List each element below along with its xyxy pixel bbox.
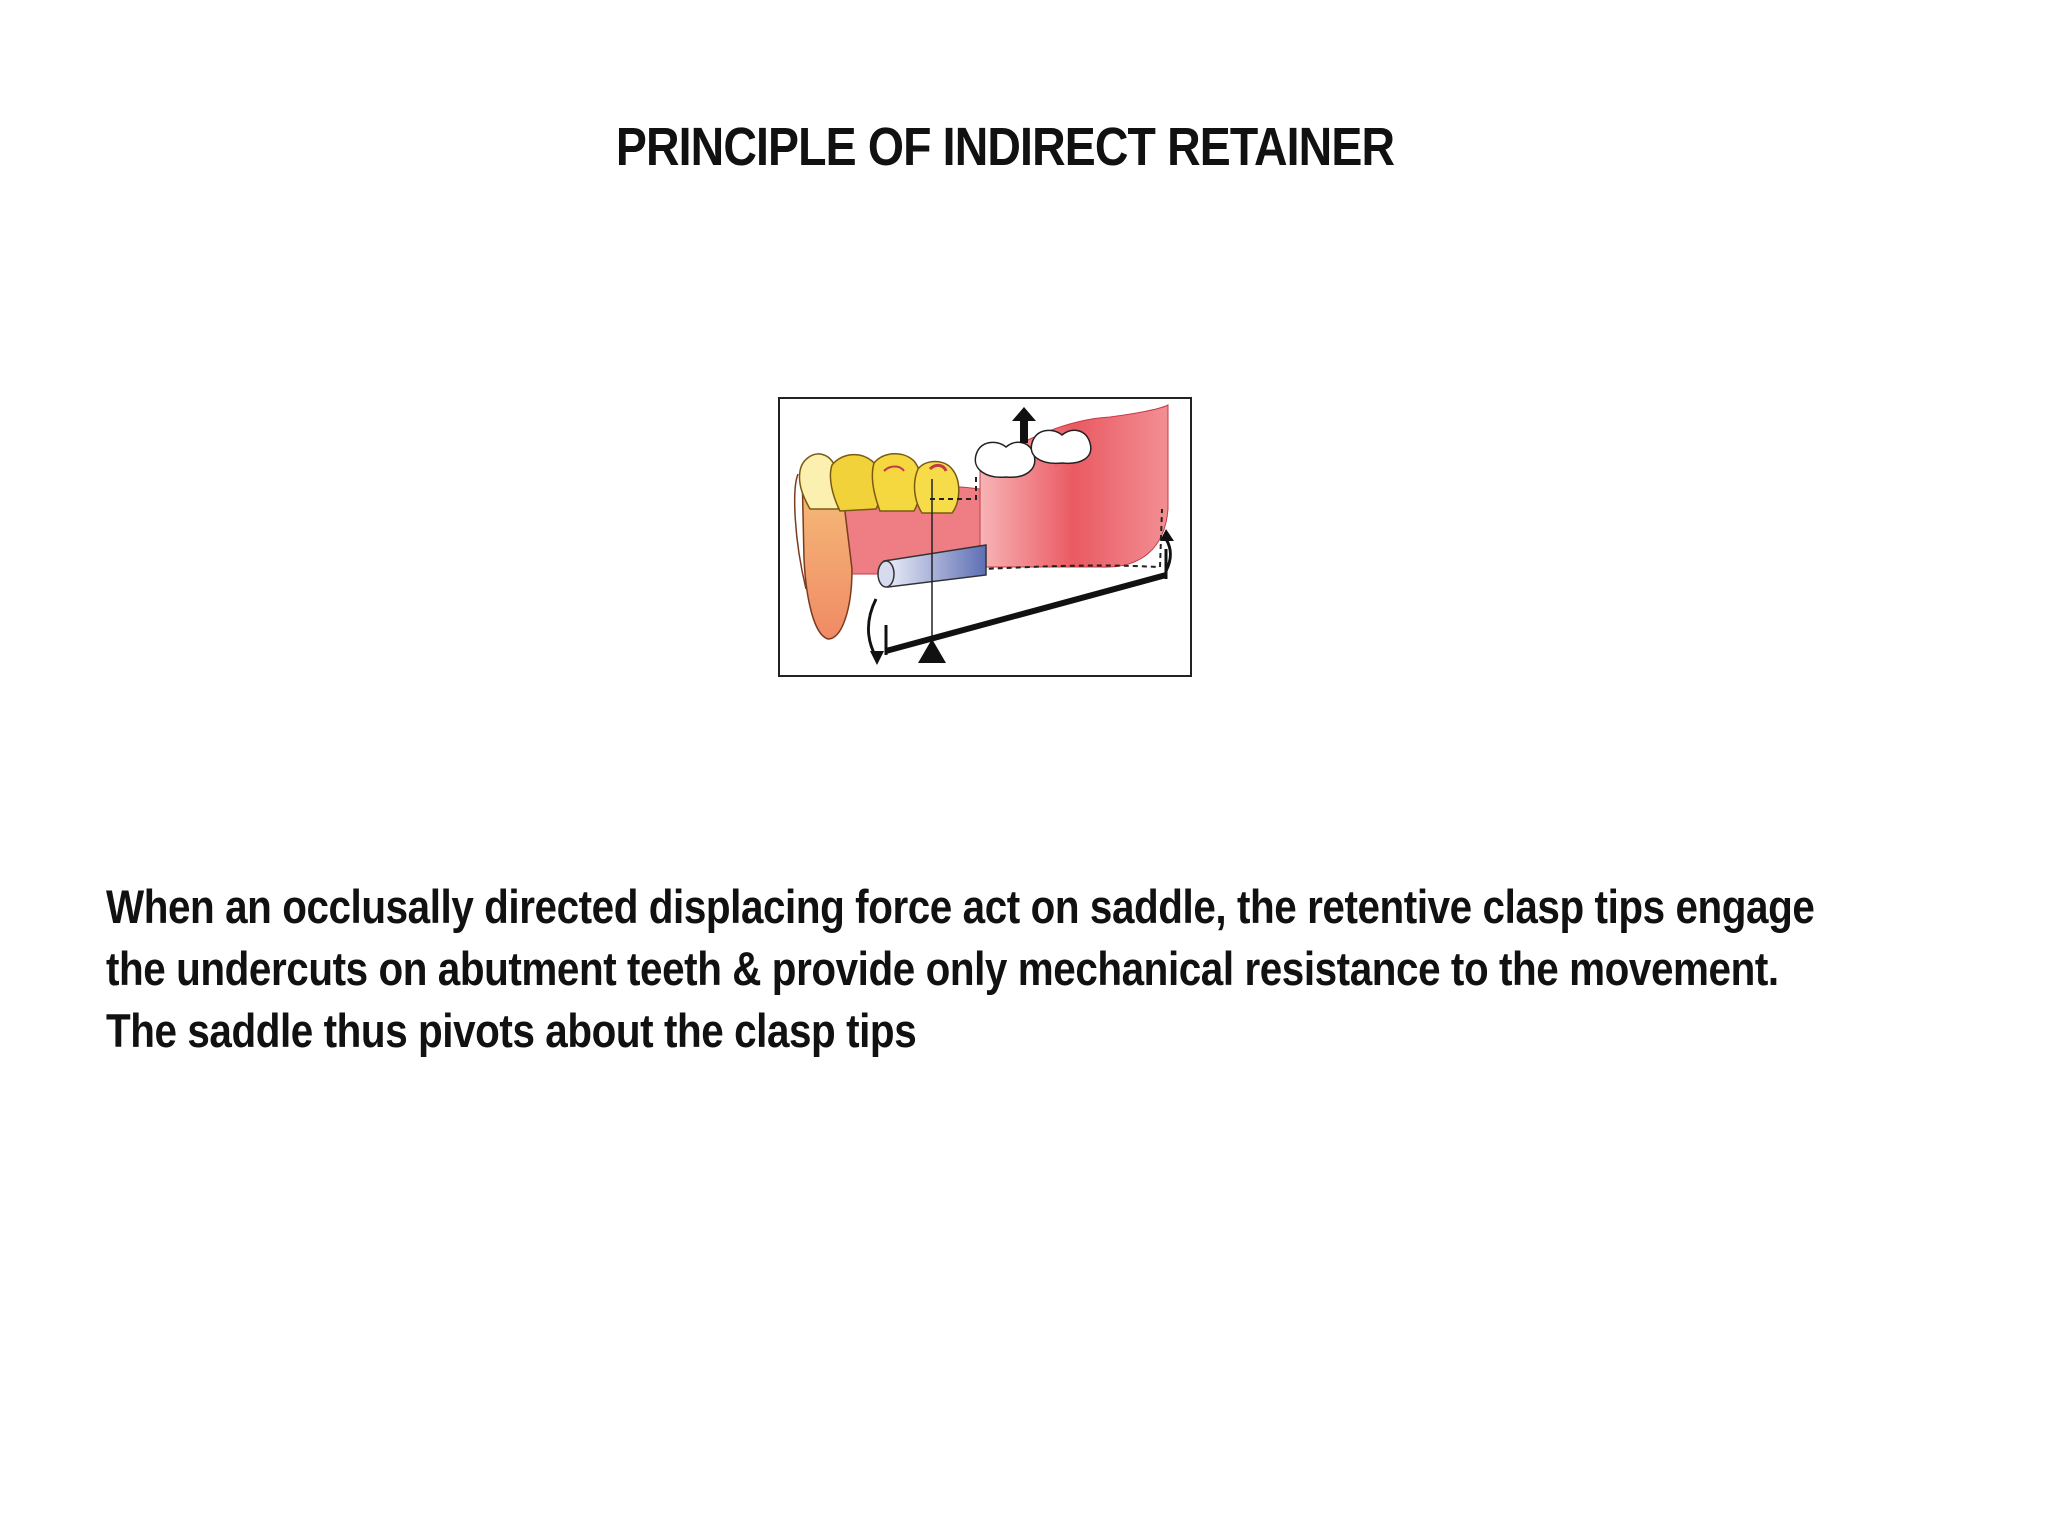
fulcrum-line <box>886 575 1166 651</box>
denture-molar-1 <box>975 442 1034 477</box>
indirect-retainer-illustration <box>778 397 1192 677</box>
abutment-crown <box>915 462 959 514</box>
body-line-2: the undercuts on abutment teeth & provide only mechanical resistance to the movement. <box>106 942 1779 995</box>
slide-body-text <box>106 876 1929 1062</box>
dental-diagram <box>780 399 1190 675</box>
denture-molar-2 <box>1031 430 1090 463</box>
body-line-1: When an occlusally directed displacing force act on saddle, the retentive clasp tips engage <box>106 880 1815 933</box>
slide-title: PRINCIPLE OF INDIRECT RETAINER <box>615 117 1395 177</box>
body-line-3: The saddle thus pivots about the clasp tips <box>106 1004 917 1057</box>
premolar-crown-2 <box>872 454 920 511</box>
edentulous-ridge <box>980 405 1168 567</box>
rotation-arrow-left <box>869 599 877 657</box>
